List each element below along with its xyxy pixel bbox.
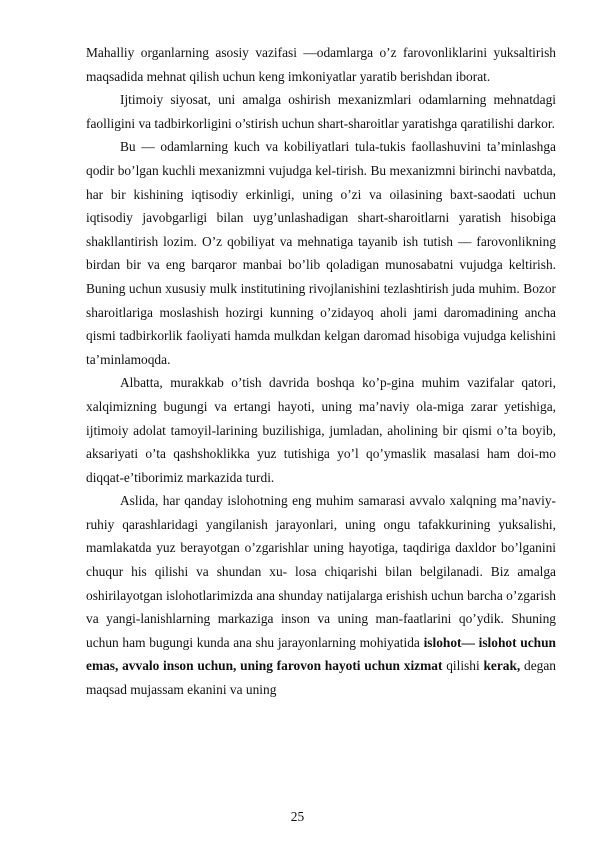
paragraph-5-text-end: degan maqsad mujassam ekanini va uning <box>86 658 556 698</box>
paragraph-5 <box>86 489 556 701</box>
paragraph-1: Mahalliy organlarning asosiy vazifasi —odamlarga o’z farovonliklarini yuksaltirish maqsadida mehnat qilish uchun keng imkoniyatlar yaratib berishdan iborat. <box>86 45 556 84</box>
paragraph-5-text-middle: qilishi <box>442 658 484 674</box>
paragraph-5-text-start: Aslida, har qanday islohotning eng muhim samarasi avvalo xalqning ma’naviy-ruhiy qarashlaridagi yangilanish jarayonlari, uning ongu tafakkurining yuksalishi, mamlakatda yuz berayotgan o’zgarishlar uning hayotiga, taqdiriga daxldor bo’lganini chuqur his qilishi va shundan xu- losa chiqarishi bilan belgilanadi. Biz amalga oshirilayotgan islohotlarimizda ana shunday natijalarga erishish uchun barcha o’zgarish va yangi-lanishlarning markaziga inson va uning man-faatlarini qo’ydik. Shuning uchun ham bugungi kunda ana shu jarayonlarning mohiyatida <box>86 493 556 650</box>
paragraph-4: Albatta, murakkab o’tish davrida boshqa ko’p-gina muhim vazifalar qatori, xalqimizning bugungi va ertangi hayoti, uning ma’naviy ola-miga zarar yetishiga, ijtimoiy adolat tamoyil-larining buzilishiga, jumladan, aholining bir qismi o’ta boyib, aksariyati o’ta qashshoklikka yuz tutishiga yo’l qo’ymaslik masalasi ham doi-mo diqqat-e’tiborimiz markazida turdi. <box>86 375 556 485</box>
paragraph-3: Bu — odamlarning kuch va kobiliyatlari tula-tukis faollashuvini ta’minlashga qodir bo’lgan kuchli mexanizmni vujudga kel-tirish. Bu mexanizmni birinchi navbatda, har bir kishining iqtisodiy erkinligi, uning o’zi va oilasining baxt-saodati uchun iqtisodiy javobgarligi bilan uyg’unlashadigan shart-sharoitlarni yaratish hisobiga shakllantirish lozim. O’z qobiliyat va mehnatiga tayanib ish tutish — farovonlikning birdan bir va eng barqaror manbai bo’lib qoladigan munosabatni vujudga keltirish. Buning uchun xususiy mulk institutining rivojlanishini tezlashtirish juda muhim. Bozor sharoitlariga moslashish hozirgi kunning o’zidayoq aholi jami daromadining ancha qismi tadbirkorlik faoliyati hamda mulkdan kelgan daromad hisobiga vujudga kelishini ta’minlamoqda. <box>86 139 556 367</box>
page-number: 25 <box>290 809 305 824</box>
paragraph-2: Ijtimoiy siyosat, uni amalga oshirish mexanizmlari odamlarning mehnatdagi faolligini va tadbirkorligini o’stirish uchun shart-sharoitlar yaratishga qaratilishi darkor. <box>86 92 556 131</box>
paragraph-5-bold-word: kerak, <box>483 658 521 674</box>
paragraph-5-bold-phrase: islohot— islohot uchun emas, avvalo inson uchun, uning farovon hayoti uchun xizmat <box>86 634 556 674</box>
document-page <box>86 41 556 702</box>
